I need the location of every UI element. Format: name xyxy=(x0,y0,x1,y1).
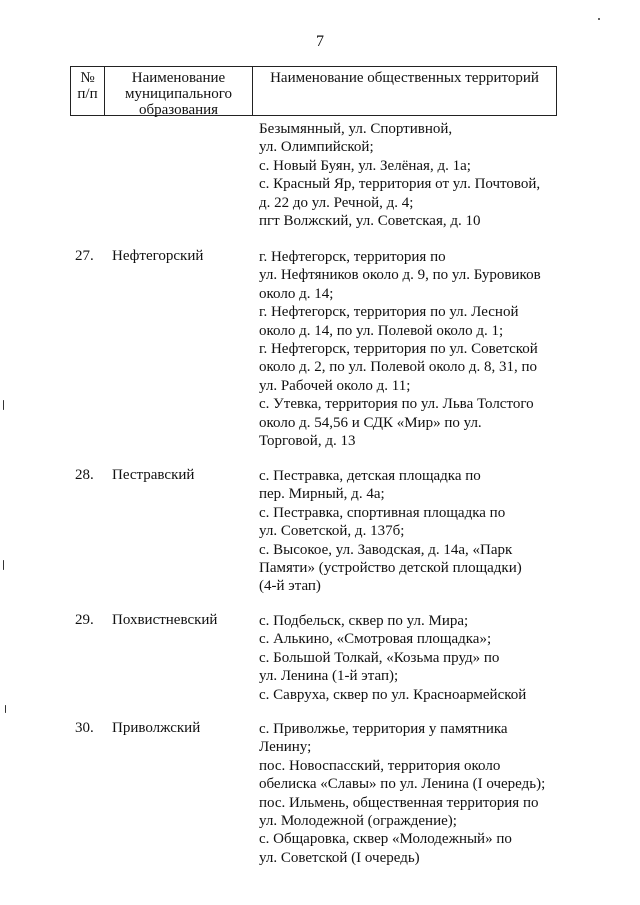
territories-list xyxy=(259,612,526,704)
territory-line: г. Нефтегорск, территория по ул. Лесной xyxy=(259,304,519,321)
scan-speck xyxy=(3,560,4,570)
header-text: п/п xyxy=(77,86,98,102)
territory-line: ул. Ленина (1-й этап); xyxy=(259,668,399,685)
territory-line: около д. 2, по ул. Полевой около д. 8, 31, по xyxy=(259,359,538,376)
territory-line: с. Общаровка, сквер «Молодежный» по xyxy=(259,831,512,848)
territory-line: Торговой, д. 13 xyxy=(259,432,356,449)
header-text: Наименование общественных территорий xyxy=(270,70,539,86)
territory-line: пгт Волжский, ул. Советская, д. 10 xyxy=(259,212,481,229)
municipality-name: Приволжский xyxy=(112,720,201,736)
territory-line: Ленину; xyxy=(259,739,312,756)
territory-line: с. Высокое, ул. Заводская, д. 14а, «Парк xyxy=(259,541,513,558)
territory-line: Памяти» (устройство детской площадки) xyxy=(259,559,522,576)
scan-speck xyxy=(5,705,6,713)
territories-list xyxy=(259,467,522,596)
page-number: 7 xyxy=(316,33,324,50)
territory-line: (4-й этап) xyxy=(259,578,321,595)
header-number-column xyxy=(71,67,105,115)
territory-line: пер. Мирный, д. 4а; xyxy=(259,486,385,503)
row-number: 27. xyxy=(75,248,94,264)
territory-line: с. Алькино, «Смотровая площадка»; xyxy=(259,631,492,648)
header-territories-column xyxy=(253,67,556,115)
territory-line: ул. Рабочей около д. 11; xyxy=(259,377,411,394)
territory-line: с. Большой Толкай, «Козьма пруд» по xyxy=(259,649,500,666)
territory-line: пос. Ильмень, общественная территория по xyxy=(259,794,539,811)
scan-speck xyxy=(598,18,600,20)
header-municipality-column xyxy=(105,67,253,118)
territory-line: с. Красный Яр, территория от ул. Почтовой, xyxy=(259,176,541,193)
territory-line: пос. Новоспасский, территория около xyxy=(259,757,501,774)
territory-line: около д. 14; xyxy=(259,285,334,302)
continuation-territories xyxy=(259,120,540,230)
territory-line: ул. Молодежной (ограждение); xyxy=(259,812,457,829)
territory-line: ул. Советской, д. 137б; xyxy=(259,523,405,540)
territory-line: около д. 54,56 и СДК «Мир» по ул. xyxy=(259,414,482,431)
territory-line: ул. Олимпийской; xyxy=(259,139,374,156)
territories-list xyxy=(259,720,545,867)
header-text: № xyxy=(80,70,95,86)
territory-line: г. Нефтегорск, территория по ул. Советской xyxy=(259,340,538,357)
municipality-name: Нефтегорский xyxy=(112,248,204,264)
territory-line: с. Новый Буян, ул. Зелёная, д. 1а; xyxy=(259,157,471,174)
row-number: 28. xyxy=(75,467,94,483)
territories-list xyxy=(259,248,541,450)
header-text: Наименование xyxy=(131,70,226,86)
territory-line: с. Подбельск, сквер по ул. Мира; xyxy=(259,613,469,629)
municipality-name: Пестравский xyxy=(112,467,195,483)
row-number: 30. xyxy=(75,720,94,736)
territory-line: обелиска «Славы» по ул. Ленина (I очередь); xyxy=(259,776,546,793)
territory-line: с. Савруха, сквер по ул. Красноармейской xyxy=(259,686,527,703)
territory-line: с. Пестравка, детская площадка по xyxy=(259,468,481,484)
row-number: 29. xyxy=(75,612,94,628)
territory-line: ул. Советской (I очередь) xyxy=(259,849,420,866)
territory-line: с. Пестравка, спортивная площадка по xyxy=(259,504,506,521)
header-text: муниципального xyxy=(124,86,233,102)
table-header xyxy=(70,66,557,116)
scan-speck xyxy=(3,400,4,410)
territory-line: с. Приволжье, территория у памятника xyxy=(259,721,508,737)
municipality-name: Похвистневский xyxy=(112,612,218,628)
territory-line: д. 22 до ул. Речной, д. 4; xyxy=(259,194,414,211)
territory-line: с. Утевка, территория по ул. Льва Толстого xyxy=(259,396,534,413)
territory-line: ул. Нефтяников около д. 9, по ул. Буровиков xyxy=(259,267,541,284)
territory-line: Безымянный, ул. Спортивной, xyxy=(259,121,453,137)
territory-line: около д. 14, по ул. Полевой около д. 1; xyxy=(259,322,504,339)
header-text: образования xyxy=(138,102,219,118)
territory-line: г. Нефтегорск, территория по xyxy=(259,249,446,265)
